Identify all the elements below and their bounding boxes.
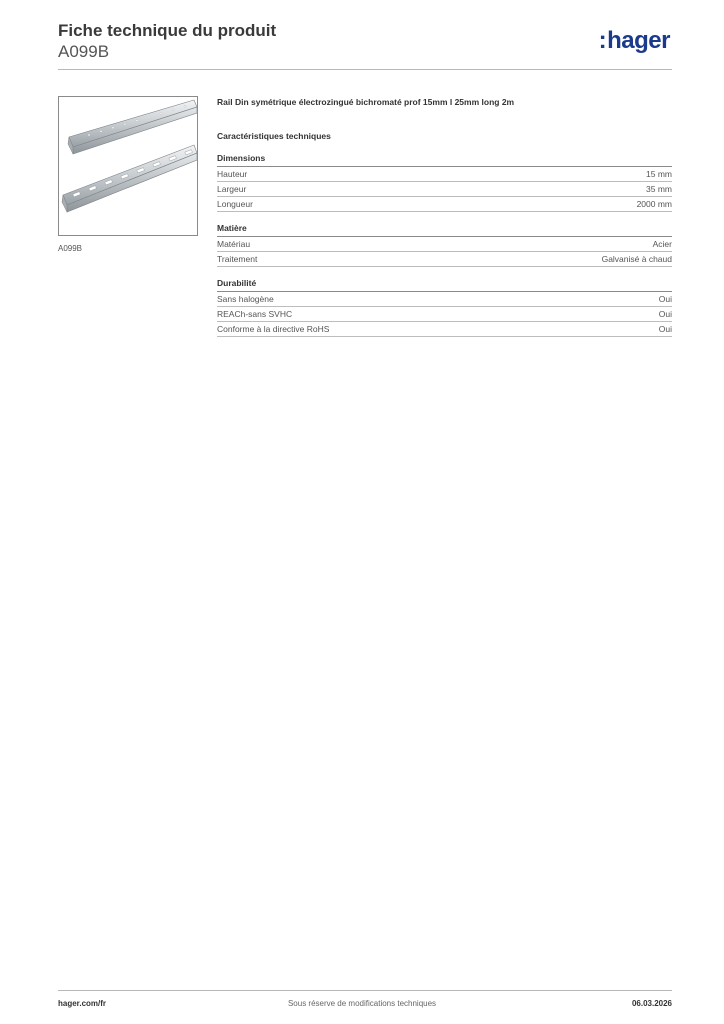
spec-value: Galvanisé à chaud — [601, 254, 672, 264]
spec-label: Sans halogène — [217, 294, 274, 304]
spec-row — [217, 307, 672, 322]
spec-value: Oui — [658, 309, 672, 319]
spec-label: Matériau — [217, 239, 251, 249]
page-title: Fiche technique du produit — [58, 21, 277, 40]
spec-group-material — [217, 222, 672, 267]
product-description: Rail Din symétrique électrozingué bichromaté prof 15mm l 25mm long 2m — [217, 97, 515, 107]
spec-row — [217, 197, 672, 212]
spec-value: 15 mm — [646, 169, 672, 179]
spec-label: Traitement — [217, 254, 258, 264]
spec-label: Conforme à la directive RoHS — [217, 324, 330, 334]
spec-value: 2000 mm — [636, 199, 672, 209]
footer-date: 06.03.2026 — [631, 999, 672, 1008]
spec-group-title: Matière — [217, 222, 672, 237]
spec-group-durability — [217, 277, 672, 337]
spec-value: 35 mm — [646, 184, 672, 194]
spec-row — [217, 182, 672, 197]
spec-label: Longueur — [217, 199, 253, 209]
spec-row — [217, 252, 672, 267]
hager-logo[interactable] — [599, 27, 670, 55]
spec-row — [217, 237, 672, 252]
spec-group-title: Durabilité — [217, 277, 672, 292]
spec-row — [217, 322, 672, 337]
spec-value: Oui — [658, 324, 672, 334]
footer-divider — [58, 990, 672, 991]
din-rail-illustration — [59, 97, 197, 235]
product-reference: A099B — [58, 42, 110, 61]
spec-label: Largeur — [217, 184, 247, 194]
image-caption: A099B — [58, 244, 83, 253]
product-image — [58, 96, 198, 236]
spec-content — [217, 96, 672, 337]
footer-disclaimer: Sous réserve de modifications techniques — [287, 999, 437, 1008]
spec-value: Acier — [652, 239, 672, 249]
spec-label: Hauteur — [217, 169, 248, 179]
spec-row — [217, 292, 672, 307]
page-header — [58, 20, 276, 62]
header-divider — [58, 69, 672, 70]
logo-text: hager — [607, 27, 670, 54]
spec-value: Oui — [658, 294, 672, 304]
spec-group-dimensions — [217, 152, 672, 212]
footer-website-link[interactable]: hager.com/fr — [58, 999, 107, 1008]
specs-section-title: Caractéristiques techniques — [217, 131, 331, 141]
spec-group-title: Dimensions — [217, 152, 672, 167]
logo-prefix: : — [598, 27, 607, 54]
spec-label: REACh-sans SVHC — [217, 309, 293, 319]
spec-row — [217, 167, 672, 182]
